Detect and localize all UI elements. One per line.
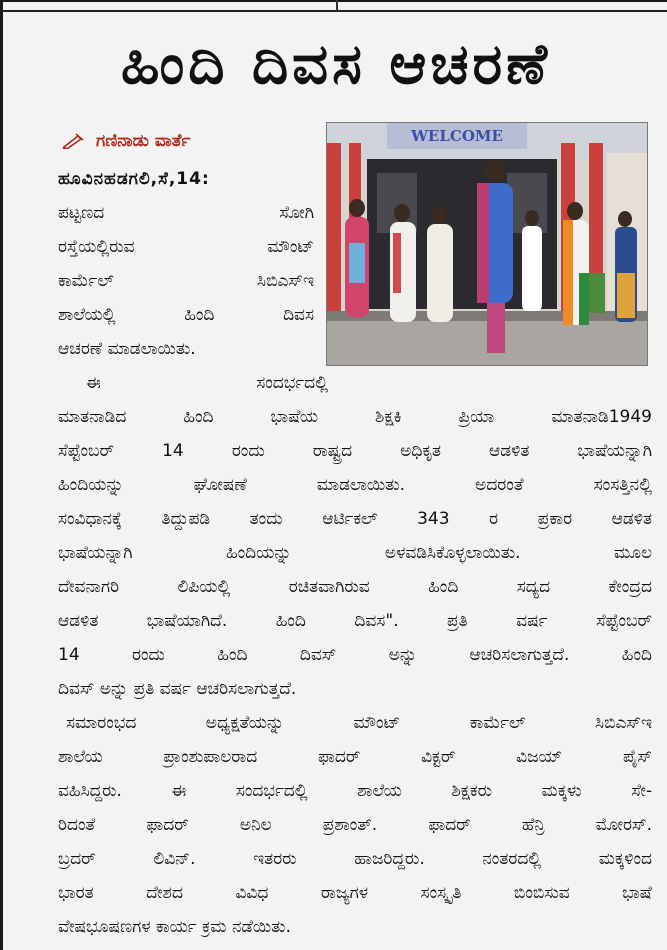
top-rule: [0, 10, 667, 12]
pen-icon: [62, 133, 84, 149]
welcome-banner: WELCOME: [411, 127, 503, 145]
body-line: ಮಾತನಾಡಿದ ಹಿಂದಿ ಭಾಷೆಯ ಶಿಕ್ಷಕಿ ಪ್ರಿಯಾ ಮಾತನಾಡಿ1949: [58, 407, 652, 427]
body-line: ಸಮಾರಂಭದ ಅಧ್ಯಕ್ಷತೆಯನ್ನು ಮೌಂಟ್ ಕಾರ್ಮೆಲ್ ಸಿಬಿಎಸ್ಇ: [66, 713, 652, 733]
body-line: ರಿದಂತೆ ಫಾದರ್ ಅನಿಲ ಪ್ರಶಾಂತ್. ಫಾದರ್ ಹೆನ್ರಿ ಮೋರಸ್.: [58, 815, 652, 835]
body-line: ಶಾಲೆಯ ಪ್ರಾಂಶುಪಾಲರಾದ ಫಾದರ್ ವಿಕ್ಟರ್ ವಿಜಯ್ ಪೈಸ್: [58, 747, 652, 767]
byline-label: ಗಣಿನಾಡು ವಾರ್ತೆ: [96, 131, 191, 151]
column-divider-tick: [336, 0, 338, 10]
body-line: ಬ್ರದರ್ ಲಿವಿನ್. ಇತರರು ಹಾಜರಿದ್ದರು. ನಂತರದಲ್ಲಿ ಮಕ್ಕಳಿಂದ: [58, 849, 652, 869]
dateline: ಹೂವಿನಹಡಗಲಿ,ಸೆ,14:: [58, 169, 210, 189]
body-line: ವೇಷಭೂಷಣಗಳ ಕಾರ್ಯ ಕ್ರಮ ನಡೆಯಿತು.: [58, 917, 291, 937]
byline: [62, 128, 190, 154]
body-line: ದೇವನಾಗರಿ ಲಿಪಿಯಲ್ಲಿ ರಚಿತವಾಗಿರುವ ಹಿಂದಿ ಸದ್ಯದ ಕೇಂದ್ರದ: [58, 577, 652, 597]
body-line: ಸೆಪ್ಟೆಂಬರ್ 14 ರಂದು ರಾಷ್ಟ್ರದ ಅಧಿಕೃತ ಆಡಳಿತ ಭಾಷೆಯನ್ನಾಗಿ: [58, 441, 652, 461]
column-line: ಕಾರ್ಮೆಲ್ ಸಿಬಿಎಸ್ಇ: [58, 271, 314, 291]
body-line: 14 ರಂದು ಹಿಂದಿ ದಿವಸ್ ಅನ್ನು ಆಚರಿಸಲಾಗುತ್ತದೆ. ಹಿಂದಿ: [58, 645, 652, 665]
body-line: ಸಂವಿಧಾನಕ್ಕೆ ತಿದ್ದುಪಡಿ ತಂದು ಆರ್ಟಿಕಲ್ 343 ರ ಪ್ರಕಾರ ಆಡಳಿತ: [58, 509, 652, 529]
event-photo-illustration: [327, 123, 647, 365]
body-line: ಆಡಳಿತ ಭಾಷೆಯಾಗಿದೆ. ಹಿಂದಿ ದಿವಸ". ಪ್ರತಿ ವರ್ಷ ಸೆಪ್ಟೆಂಬರ್: [58, 611, 652, 631]
body-line: ದಿವಸ್ ಅನ್ನು ಪ್ರತಿ ವರ್ಷ ಆಚರಿಸಲಾಗುತ್ತದೆ.: [58, 679, 297, 699]
column-line: ಈ ಸಂದರ್ಭದಲ್ಲಿ: [86, 373, 328, 393]
column-line: ಪಟ್ಟಣದ ಸೋಗಿ: [58, 203, 314, 223]
column-line: ರಸ್ತೆಯಲ್ಲಿರುವ ಮೌಂಟ್: [58, 237, 314, 257]
event-photo: [326, 122, 648, 366]
body-line: ವಹಿಸಿದ್ದರು. ಈ ಸಂದರ್ಭದಲ್ಲಿ ಶಾಲೆಯ ಶಿಕ್ಷಕರು ಮಕ್ಕಳು ಸೇ-: [58, 781, 652, 801]
body-line: ಭಾಷೆಯನ್ನಾಗಿ ಹಿಂದಿಯನ್ನು ಅಳವಡಿಸಿಕೊಳ್ಳಲಾಯಿತು. ಮೂಲ: [58, 543, 652, 563]
column-line: ಶಾಲೆಯಲ್ಲಿ ಹಿಂದಿ ದಿವಸ: [58, 305, 314, 325]
body-line: ಹಿಂದಿಯನ್ನು ಘೋಷಣೆ ಮಾಡಲಾಯಿತು. ಅದರಂತೆ ಸಂಸತ್ತಿನಲ್ಲಿ: [58, 475, 652, 495]
body-line: ಭಾರತ ದೇಶದ ವಿವಿಧ ರಾಜ್ಯಗಳ ಸಂಸ್ಕೃತಿ ಬಿಂಬಿಸುವ ಭಾಷೆ: [58, 883, 652, 903]
headline: ಹಿಂದಿ ದಿವಸ ಆಚರಣೆ: [121, 32, 551, 97]
column-line: ಆಚರಣೆ ಮಾಡಲಾಯಿತು.: [58, 339, 196, 359]
